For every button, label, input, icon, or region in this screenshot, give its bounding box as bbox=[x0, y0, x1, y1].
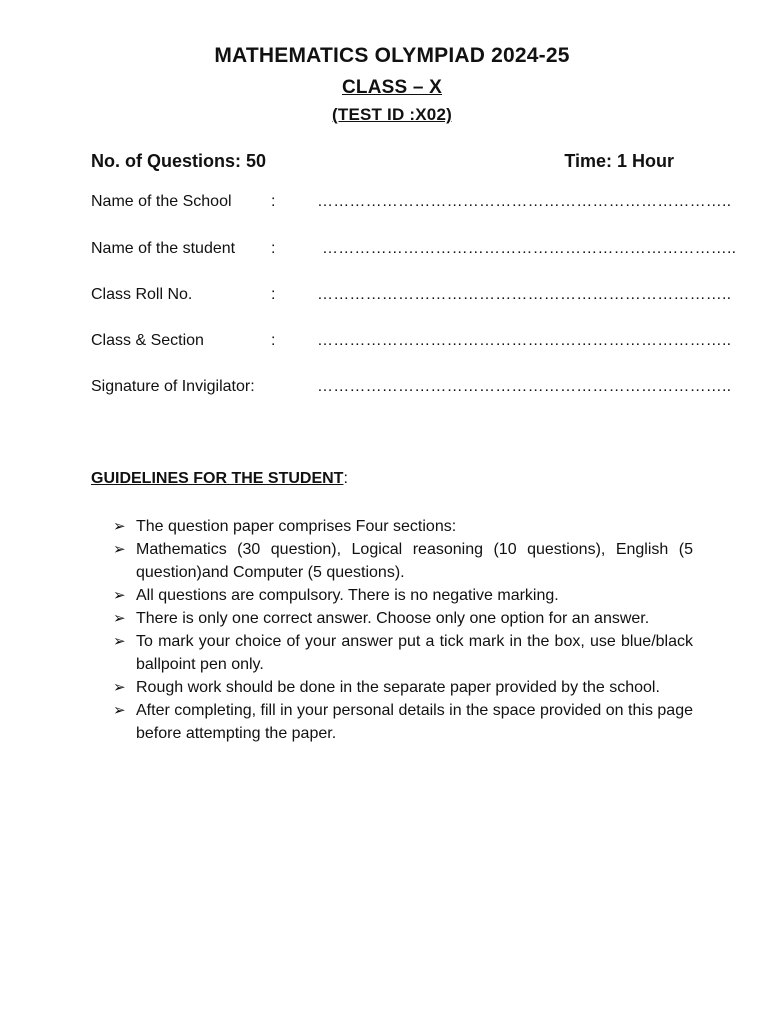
field-colon: : bbox=[271, 193, 276, 210]
guideline-text: There is only one correct answer. Choose only one option for an answer. bbox=[136, 610, 650, 627]
student-name-field bbox=[91, 240, 737, 264]
guideline-text: Rough work should be done in the separate paper provided by the school. bbox=[136, 679, 660, 696]
field-label: Name of the student bbox=[91, 240, 236, 257]
field-label: Class & Section bbox=[91, 332, 204, 349]
time-limit: Time: 1 Hour bbox=[564, 151, 674, 171]
guideline-text: Mathematics (30 question), Logical reasoning (10 questions), English (5 question)and Computer (5 questions). bbox=[136, 541, 693, 581]
class-section-field bbox=[91, 332, 732, 356]
list-item bbox=[113, 676, 693, 699]
guideline-text: All questions are compulsory. There is no negative marking. bbox=[136, 587, 559, 604]
fill-in-line: ………………………………………………………………….. bbox=[317, 193, 732, 210]
guidelines-heading-colon: : bbox=[343, 470, 348, 487]
field-label: Signature of Invigilator: bbox=[91, 378, 255, 395]
arrow-bullet-icon: ➢ bbox=[113, 610, 126, 627]
guidelines-heading bbox=[91, 470, 348, 488]
field-colon: : bbox=[271, 332, 276, 349]
invigilator-signature-field bbox=[91, 378, 732, 402]
fill-in-line: ………………………………………………………………….. bbox=[317, 286, 732, 303]
arrow-bullet-icon: ➢ bbox=[113, 541, 126, 558]
field-colon: : bbox=[271, 286, 276, 303]
guidelines-list bbox=[113, 515, 693, 745]
field-colon: : bbox=[271, 240, 276, 257]
roll-number-field bbox=[91, 286, 732, 310]
school-name-field bbox=[91, 193, 732, 217]
class-heading: CLASS – X bbox=[342, 77, 442, 98]
arrow-bullet-icon: ➢ bbox=[113, 587, 126, 604]
guidelines-heading-text: GUIDELINES FOR THE STUDENT bbox=[91, 470, 344, 487]
list-item bbox=[113, 515, 693, 538]
arrow-bullet-icon: ➢ bbox=[113, 633, 126, 650]
arrow-bullet-icon: ➢ bbox=[113, 702, 126, 719]
exam-title: MATHEMATICS OLYMPIAD 2024-25 bbox=[214, 44, 570, 67]
guideline-text: The question paper comprises Four sections: bbox=[136, 518, 457, 535]
guideline-text: To mark your choice of your answer put a tick mark in the box, use blue/black ballpoint pen only. bbox=[136, 633, 693, 673]
fill-in-line: ………………………………………………………………….. bbox=[317, 378, 732, 395]
list-item bbox=[113, 538, 693, 584]
test-id-heading: (TEST ID :X02) bbox=[332, 105, 452, 124]
fill-in-line: ………………………………………………………………….. bbox=[322, 240, 737, 257]
list-item bbox=[113, 630, 693, 676]
arrow-bullet-icon: ➢ bbox=[113, 518, 126, 535]
list-item bbox=[113, 607, 693, 630]
list-item bbox=[113, 699, 693, 745]
guideline-text: After completing, fill in your personal details in the space provided on this page before attempting the paper. bbox=[136, 702, 693, 742]
field-label: Name of the School bbox=[91, 193, 232, 210]
arrow-bullet-icon: ➢ bbox=[113, 679, 126, 696]
field-label: Class Roll No. bbox=[91, 286, 193, 303]
questions-count: No. of Questions: 50 bbox=[91, 151, 267, 171]
list-item bbox=[113, 584, 693, 607]
fill-in-line: ………………………………………………………………….. bbox=[317, 332, 732, 349]
